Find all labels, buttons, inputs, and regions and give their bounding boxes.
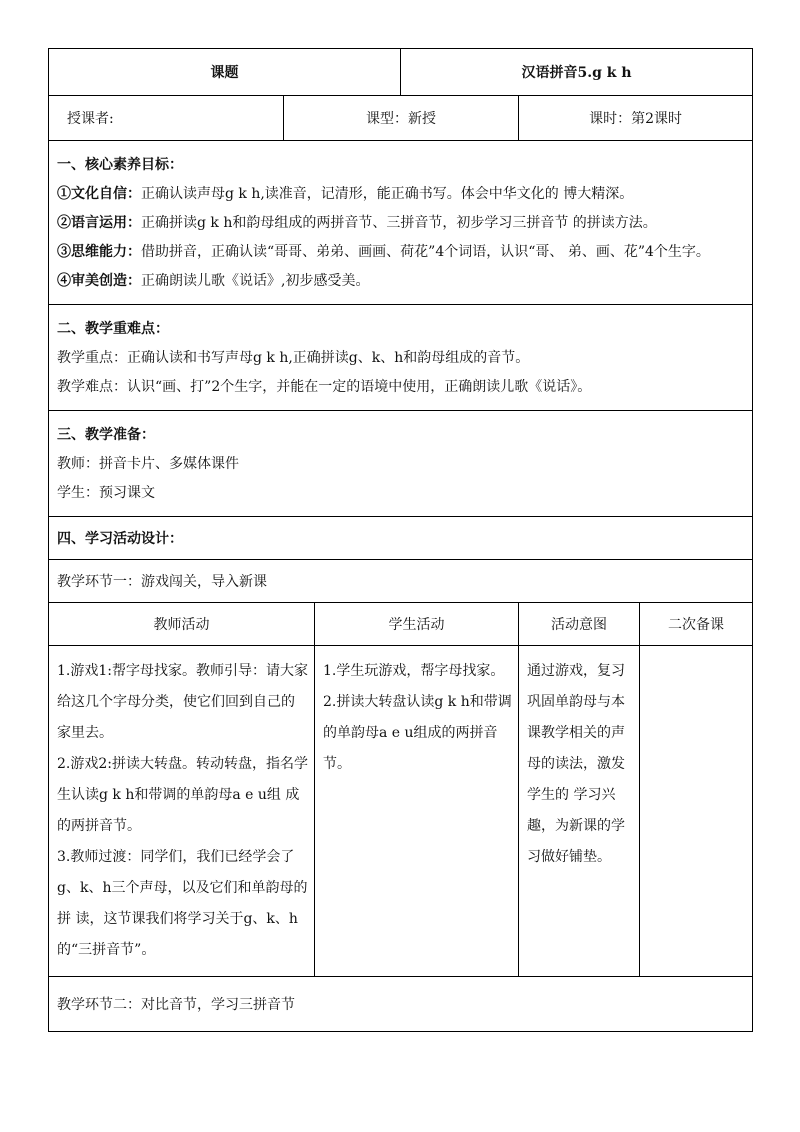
prep-line: 学生：预习课文	[57, 485, 155, 501]
second-prep-cell	[640, 646, 753, 977]
lesson-plan-table	[48, 48, 753, 1032]
lesson-plan-page	[48, 48, 752, 1032]
lesson-type-cell: 课型：新授	[284, 96, 519, 141]
goal-item: ②语言运用：正确拼读g k h和韵母组成的两拼音节、三拼音节，初步学习三拼音节 的拼读方法。	[57, 215, 657, 231]
goals-title: 一、核心素养目标：	[57, 157, 183, 173]
activity-content-row	[49, 646, 753, 977]
design-title: 四、学习活动设计：	[49, 517, 753, 560]
keypoint-line: 教学重点：正确认读和书写声母g k h,正确拼读g、k、h和韵母组成的音节。	[57, 350, 530, 366]
student-step: 1.学生玩游戏，帮字母找家。	[323, 663, 505, 679]
activity-intent-cell	[519, 646, 640, 977]
goals-row	[49, 141, 753, 305]
student-activity-cell	[315, 646, 519, 977]
goal-item: ③思维能力：借助拼音，正确认读“哥哥、弟弟、画画、荷花”4个词语，认识“哥、 弟、画、花”4个生字。	[57, 244, 710, 260]
intent-text: 通过游戏，复习巩固单韵母与本课教学相关的声母的读法，激发学生的 学习兴趣，为新课的学习做好铺垫。	[527, 663, 626, 865]
topic-value: 汉语拼音5.g k h	[401, 49, 753, 96]
header-row	[49, 49, 753, 96]
col-student-activity: 学生活动	[315, 603, 519, 646]
goal-item: ①文化自信：正确认读声母g k h,读准音，记清形，能正确书写。体会中华文化的 博大精深。	[57, 186, 634, 202]
teacher-activity-cell	[49, 646, 315, 977]
teacher-step: 3.教师过渡：同学们，我们已经学会了g、k、h三个声母，以及它们和单韵母的拼 读，这节课我们将学习关于g、k、h的“三拼音节”。	[57, 849, 308, 958]
keypoints-row	[49, 305, 753, 411]
keypoints-title: 二、教学重难点：	[57, 321, 169, 337]
prep-line: 教师：拼音卡片、多媒体课件	[57, 456, 239, 472]
teacher-cell: 授课者:	[49, 96, 284, 141]
keypoint-line: 教学难点：认识“画、打”2个生字，并能在一定的语境中使用，正确朗读儿歌《说话》。	[57, 379, 592, 395]
lesson-period-cell: 课时：第2课时	[519, 96, 753, 141]
col-activity-intent: 活动意图	[519, 603, 640, 646]
prep-section	[49, 411, 753, 517]
goal-item: ④审美创造：正确朗读儿歌《说话》,初步感受美。	[57, 273, 370, 289]
stage1-row	[49, 560, 753, 603]
topic-label: 课题	[49, 49, 401, 96]
col-teacher-activity: 教师活动	[49, 603, 315, 646]
stage2-row	[49, 977, 753, 1032]
stage2-title: 教学环节二：对比音节，学习三拼音节	[49, 977, 753, 1032]
info-row	[49, 96, 753, 141]
col-second-prep: 二次备课	[640, 603, 753, 646]
teacher-step: 2.游戏2:拼读大转盘。转动转盘，指名学生认读g k h和带调的单韵母a e u组 成的两拼音节。	[57, 756, 308, 834]
teacher-step: 1.游戏1:帮字母找家。教师引导：请大家给这几个字母分类，使它们回到自己的家里去。	[57, 663, 308, 741]
stage1-title: 教学环节一：游戏闯关，导入新课	[49, 560, 753, 603]
goals-section	[49, 141, 753, 305]
keypoints-section	[49, 305, 753, 411]
prep-row	[49, 411, 753, 517]
activity-header-row	[49, 603, 753, 646]
prep-title: 三、教学准备：	[57, 427, 155, 443]
design-row	[49, 517, 753, 560]
student-step: 2.拼读大转盘认读g k h和带调的单韵母a e u组成的两拼音节。	[323, 694, 512, 772]
